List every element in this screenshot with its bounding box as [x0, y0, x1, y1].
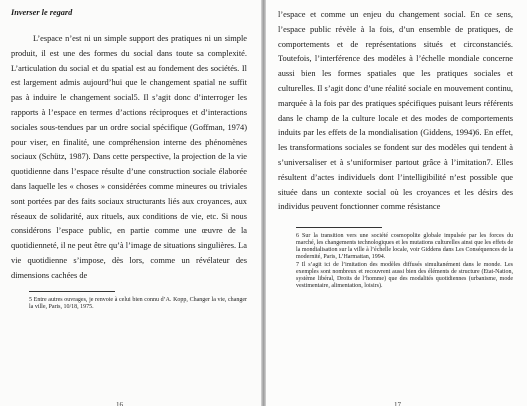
section-heading: Inverser le regard — [11, 8, 73, 17]
page-number-left: 16 — [116, 401, 123, 406]
footnote-rule — [29, 291, 115, 292]
left-body-text: L’espace n’est ni un simple support des pratiques ni un simple produit, il est une des formes du social dans toute sa complexité. L’articulation du social et du spatial est au fondement des sociétés. Il est largement admis aujourd’hui que le changement spatial ne suffit pas à induire le changement social5. Il s’agit donc d’interroger les rapports à l’espace en termes d’actions réciproques et d’interactions sociales sous-tendues par un ordre social spécifique (Goffman, 1974) pour viser, en finalité, une compréhension interne des phénomènes sociaux (Schütz, 1987). Dans cette perspective, la projection de la vie quotidienne dans l’espace résulte d’une construction sociale élaborée dans laquelle les « choses » considérées comme mineures ou triviales sont portées par des faits sociaux structurants liés aux croyances, aux réseaux de solidarité, aux rituels, aux conditions de vie, etc. Si nous considérons l’espace public, en partie comme une œuvre de la quotidienneté, il ne peut être qu’à l’image de situations singulières. La vie quotidienne s’impose, dès lors, comme un révélateur des dimensions cachées de — [11, 34, 247, 280]
left-page — [0, 0, 261, 406]
footnote-rule — [296, 227, 382, 228]
right-body-text: l’espace et comme un enjeu du changement social. En ce sens, l’espace public révèle à la fois, d’un ensemble de pratiques, de comportements et de représentations situés et circonstanciés. Toutefois, l’interférence des modèles à l’échelle mondiale concerne aussi bien les formes spatiales que les pratiques sociales et culturelles. Il s’agit donc d’une réalité sociale en mouvement continu, marquée à la fois par des pratiques spécifiques puisant leurs référents dans le champ de la culture locale et des modes de comportements induits par les effets de la mondialisation (Giddens, 1994)6. En effet, les transformations sociales se fondent sur des modèles qui tendent à s’universaliser et à s’uniformiser partout grâce à l’imitation7. Elles résultent d’actes individuels dont l’intelligibilité n’est possible que située dans un contexte social où les croyances et les désirs des individus peuvent fonctionner comme résistance — [278, 10, 513, 212]
page-number-right: 17 — [394, 401, 401, 406]
footnote-5: 5 Entre autres ouvrages, je renvoie à celui bien connu d’A. Kopp, Changer la vie, changer la ville, Paris, 10/18, 1975. — [29, 296, 247, 310]
footnote-7: 7 Il s’agit ici de l’imitation des modèles diffusés simultanément dans le monde. Les exemples sont nombreux et recouvrent aussi bien des éléments de structure (Etat-Nation, système libéral, Droits de l’homme) que des modalités quotidiennes (urbanisme, mode vestimentaire, alimentation, loisirs). — [296, 261, 513, 289]
footnote-6: 6 Sur la transition vers une société cosmopolite globale impulsée par les forces du marché, les changements technologiques et les mutations culturelles ainsi que les effets de la mondialisation sur la ville à l’échelle locale, voir Giddens dans Les Conséquences de la modernité, Paris, L’Harmattan, 1994. — [296, 233, 513, 261]
right-page — [266, 0, 527, 406]
